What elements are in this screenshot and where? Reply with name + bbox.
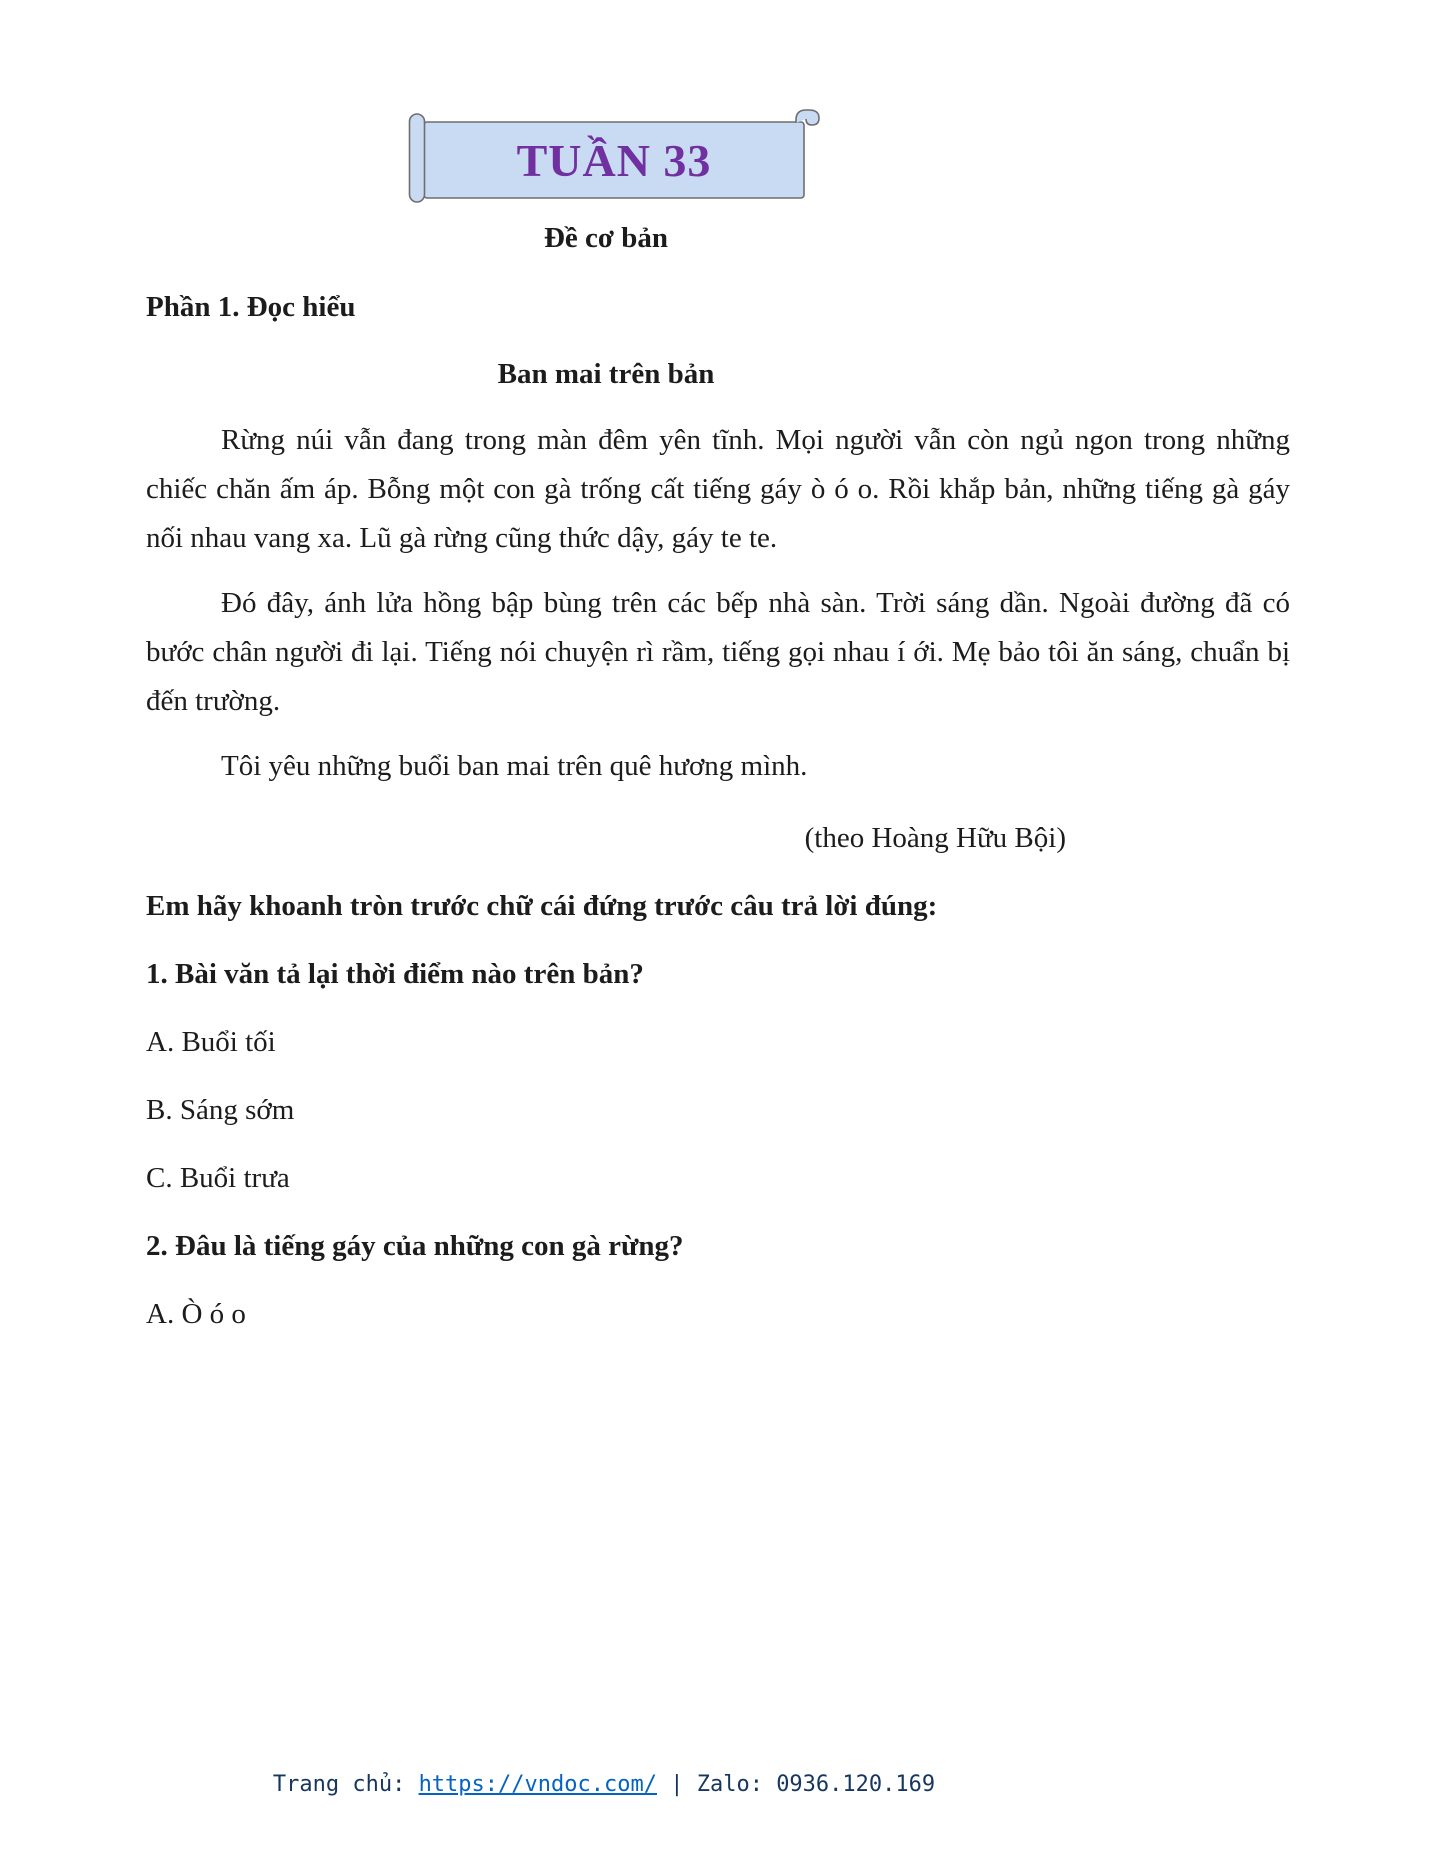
footer-link[interactable]: https://vndoc.com/: [418, 1772, 657, 1797]
question-1-text: 1. Bài văn tả lại thời điểm nào trên bản?: [146, 958, 644, 990]
passage-title: Ban mai trên bản: [497, 358, 715, 390]
question-2-option-a: A. Ò ó o: [146, 1298, 246, 1330]
passage-attribution: (theo Hoàng Hữu Bội): [804, 822, 1066, 854]
page-footer: [0, 1772, 1436, 1797]
week-banner: [408, 108, 824, 206]
question-1-option-c: C. Buổi trưa: [146, 1162, 290, 1194]
passage-paragraph-3: Tôi yêu những buổi ban mai trên quê hương mình.: [221, 750, 808, 782]
question-2-text: 2. Đâu là tiếng gáy của những con gà rừng?: [146, 1230, 684, 1262]
footer-prefix: Trang chủ:: [272, 1772, 419, 1797]
footer-suffix: | Zalo: 0936.120.169: [656, 1772, 936, 1797]
passage-paragraph-1: Rừng núi vẫn đang trong màn đêm yên tĩnh. Mọi người vẫn còn ngủ ngon trong những chiếc chăn ấm áp. Bỗng một con gà trống cất tiếng gáy ò ó o. Rồi khắp bản, những tiếng gà gáy nối nhau vang xa. Lũ gà rừng cũng thức dậy, gáy te te.: [146, 424, 1290, 554]
section-heading: Phần 1. Đọc hiểu: [146, 291, 356, 323]
banner-title: TUẦN 33: [516, 134, 712, 186]
question-1-option-a: A. Buổi tối: [146, 1026, 276, 1058]
passage-paragraph-2: Đó đây, ánh lửa hồng bập bùng trên các bếp nhà sàn. Trời sáng dần. Ngoài đường đã có bước chân người đi lại. Tiếng nói chuyện rì rầm, tiếng gọi nhau í ới. Mẹ bảo tôi ăn sáng, chuẩn bị đến trường.: [146, 587, 1290, 717]
question-1-option-b: B. Sáng sớm: [146, 1094, 295, 1126]
instruction: Em hãy khoanh tròn trước chữ cái đứng trước câu trả lời đúng:: [146, 890, 938, 922]
subtitle: Đề cơ bản: [543, 222, 668, 254]
